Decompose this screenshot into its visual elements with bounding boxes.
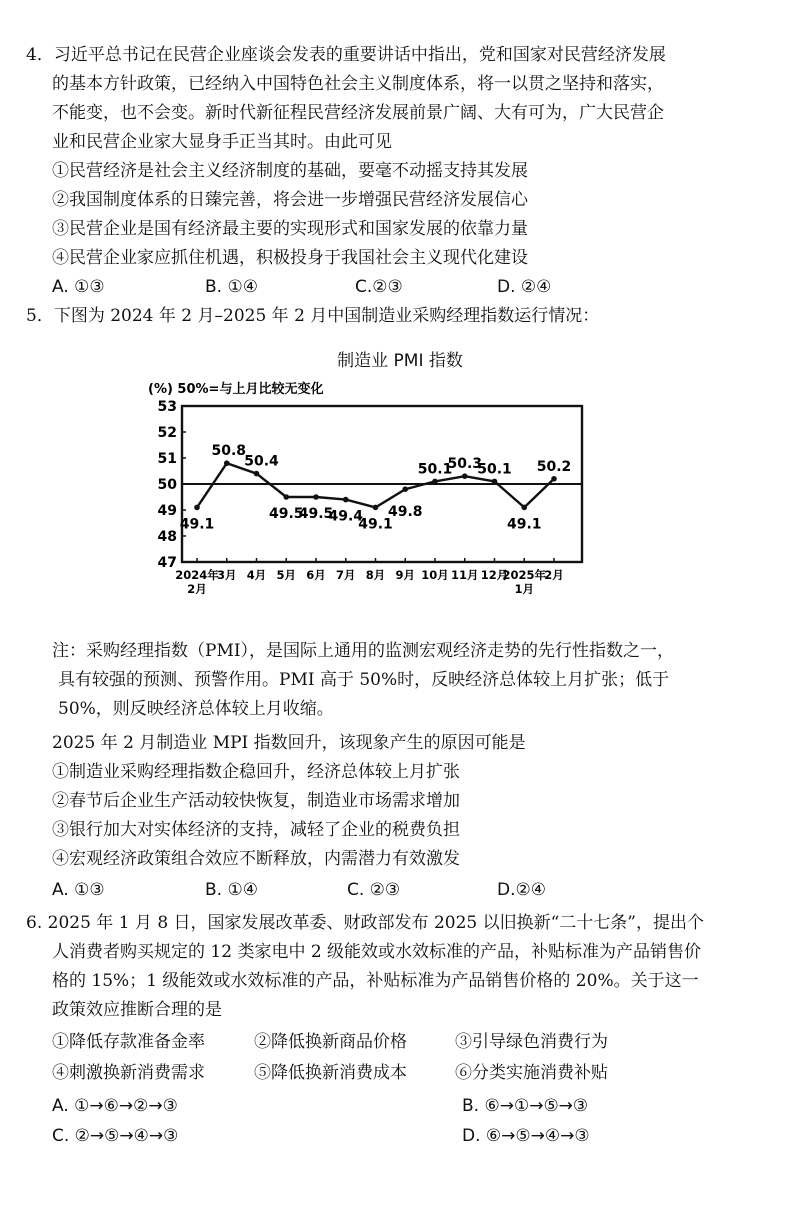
data-label: 49.1 bbox=[506, 516, 542, 533]
data-label: 49.1 bbox=[358, 516, 393, 533]
data-point bbox=[373, 505, 379, 511]
x-tick-label: 2月 bbox=[544, 568, 564, 582]
data-point bbox=[194, 505, 200, 511]
data-label: 50.4 bbox=[244, 453, 279, 470]
q5-option-b[interactable]: B. ①④ bbox=[205, 880, 258, 900]
y-tick-label: 53 bbox=[157, 399, 177, 415]
q5-option-c[interactable]: C. ②③ bbox=[347, 880, 401, 900]
q6-option-b[interactable]: B. ⑥→①→⑤→③ bbox=[462, 1096, 589, 1116]
y-tick-label: 50 bbox=[157, 477, 177, 493]
q4-option-a[interactable]: A. ①③ bbox=[52, 277, 105, 297]
q6-item-3: ③引导绿色消费行为 bbox=[455, 1032, 608, 1052]
q5-note-line-3: 50%，则反映经济总体较上月收缩。 bbox=[58, 699, 334, 719]
data-label: 50.1 bbox=[477, 461, 512, 478]
q6-option-a[interactable]: A. ①→⑥→②→③ bbox=[52, 1096, 178, 1116]
x-tick-label: 2025年 bbox=[502, 568, 547, 582]
data-point bbox=[521, 505, 527, 511]
x-tick-label: 10月 bbox=[421, 568, 449, 582]
x-tick-label: 8月 bbox=[365, 568, 386, 582]
x-tick-label: 4月 bbox=[246, 568, 267, 582]
data-point bbox=[254, 471, 260, 477]
q5-option-d[interactable]: D.②④ bbox=[497, 880, 546, 900]
x-tick-label: 11月 bbox=[450, 568, 479, 582]
chart-title: 制造业 PMI 指数 bbox=[337, 351, 463, 371]
data-point bbox=[432, 479, 438, 485]
q4-line-1: 4．习近平总书记在民营企业座谈会发表的重要讲话中指出，党和国家对民营经济发展 bbox=[26, 45, 666, 65]
chart-legend-text: (%) 50%=与上月比较无变化 bbox=[148, 382, 324, 397]
x-tick-label: 2024年 bbox=[175, 568, 219, 582]
q5-option-a[interactable]: A. ①③ bbox=[52, 880, 105, 900]
y-tick-label: 51 bbox=[157, 451, 177, 467]
q5-item-2: ②春节后企业生产活动较快恢复，制造业市场需求增加 bbox=[52, 791, 460, 811]
y-tick-label: 47 bbox=[157, 555, 177, 571]
x-tick-label: 1月 bbox=[514, 582, 535, 596]
y-tick-label: 49 bbox=[157, 503, 177, 519]
data-point bbox=[492, 479, 498, 485]
y-tick-label: 48 bbox=[157, 529, 177, 545]
data-point bbox=[224, 460, 230, 466]
q6-item-6: ⑥分类实施消费补贴 bbox=[455, 1063, 608, 1083]
data-point bbox=[343, 497, 349, 503]
q4-item-1: ①民营经济是社会主义经济制度的基础，要毫不动摇支持其发展 bbox=[52, 161, 528, 181]
data-label: 49.5 bbox=[268, 506, 304, 522]
q6-option-d[interactable]: D. ⑥→⑤→④→③ bbox=[462, 1126, 590, 1146]
data-label: 49.4 bbox=[328, 508, 364, 525]
q6-option-c[interactable]: C. ②→⑤→④→③ bbox=[52, 1126, 179, 1146]
data-point bbox=[402, 486, 408, 492]
q6-item-1: ①降低存款准备金率 bbox=[52, 1032, 205, 1052]
q5-stem: 5．下图为 2024 年 2 月–2025 年 2 月中国制造业采购经理指数运行情况： bbox=[26, 306, 600, 326]
q4-item-2: ②我国制度体系的日臻完善，将会进一步增强民营经济发展信心 bbox=[52, 190, 528, 210]
y-tick-label: 52 bbox=[157, 425, 177, 441]
q6-line-3: 格的 15%；1 级能效或水效标准的产品，补贴标准为产品销售价格的 20%。关于这一 bbox=[52, 971, 699, 991]
q5-note-line-2: 具有较强的预测、预警作用。PMI 高于 50%时，反映经济总体较上月扩张；低于 bbox=[58, 670, 670, 690]
q5-item-1: ①制造业采购经理指数企稳回升，经济总体较上月扩张 bbox=[52, 762, 460, 782]
data-point bbox=[313, 494, 319, 500]
q4-line-2: 的基本方针政策，已经纳入中国特色社会主义制度体系，将一以贯之坚持和落实， bbox=[52, 74, 664, 94]
q5-question: 2025 年 2 月制造业 MPI 指数回升，该现象产生的原因可能是 bbox=[52, 733, 526, 753]
data-label: 49.8 bbox=[387, 504, 423, 521]
q4-option-c[interactable]: C.②③ bbox=[355, 277, 403, 297]
q5-note-line-1: 注：采购经理指数（PMI），是国际上通用的监测宏观经济走势的先行性指数之一， bbox=[52, 641, 675, 661]
x-tick-label: 5月 bbox=[276, 568, 297, 582]
x-tick-label: 2月 bbox=[187, 582, 207, 596]
x-tick-label: 7月 bbox=[335, 568, 356, 582]
q6-item-2: ②降低换新商品价格 bbox=[254, 1032, 407, 1052]
data-label: 49.1 bbox=[179, 516, 215, 533]
data-label: 50.2 bbox=[536, 458, 572, 475]
q4-line-3: 不能变，也不会变。新时代新征程民营经济发展前景广阔、大有可为，广大民营企 bbox=[52, 103, 664, 123]
q4-item-4: ④民营企业家应抓住机遇，积极投身于我国社会主义现代化建设 bbox=[52, 248, 528, 268]
data-label: 50.8 bbox=[211, 443, 247, 460]
q4-item-3: ③民营企业是国有经济最主要的实现形式和国家发展的依靠力量 bbox=[52, 219, 528, 239]
q6-line-4: 政策效应推断合理的是 bbox=[52, 1000, 222, 1020]
x-tick-label: 12月 bbox=[480, 568, 509, 582]
q5-item-4: ④宏观经济政策组合效应不断释放，内需潜力有效激发 bbox=[52, 849, 460, 869]
pmi-line-chart bbox=[140, 372, 610, 610]
x-tick-label: 9月 bbox=[395, 568, 416, 582]
q6-item-4: ④刺激换新消费需求 bbox=[52, 1063, 205, 1083]
q6-item-5: ⑤降低换新消费成本 bbox=[254, 1063, 407, 1083]
q6-line-2: 人消费者购买规定的 12 类家电中 2 级能效或水效标准的产品，补贴标准为产品销售价 bbox=[52, 942, 702, 962]
data-point bbox=[283, 494, 289, 500]
data-point bbox=[551, 476, 557, 482]
x-tick-label: 3月 bbox=[216, 568, 237, 582]
q4-option-d[interactable]: D. ②④ bbox=[497, 277, 552, 297]
data-label: 50.1 bbox=[417, 461, 453, 478]
q4-line-4: 业和民营企业家大显身手正当其时。由此可见 bbox=[52, 132, 392, 152]
data-label: 49.5 bbox=[298, 506, 334, 522]
data-label: 50.3 bbox=[447, 456, 483, 473]
data-point bbox=[462, 473, 468, 479]
x-tick-label: 6月 bbox=[306, 568, 326, 582]
q5-item-3: ③银行加大对实体经济的支持，减轻了企业的税费负担 bbox=[52, 820, 460, 840]
q4-option-b[interactable]: B. ①④ bbox=[205, 277, 258, 297]
q6-line-1: 6. 2025 年 1 月 8 日，国家发展改革委、财政部发布 2025 以旧换新“二十七条”，提出个 bbox=[26, 913, 704, 933]
